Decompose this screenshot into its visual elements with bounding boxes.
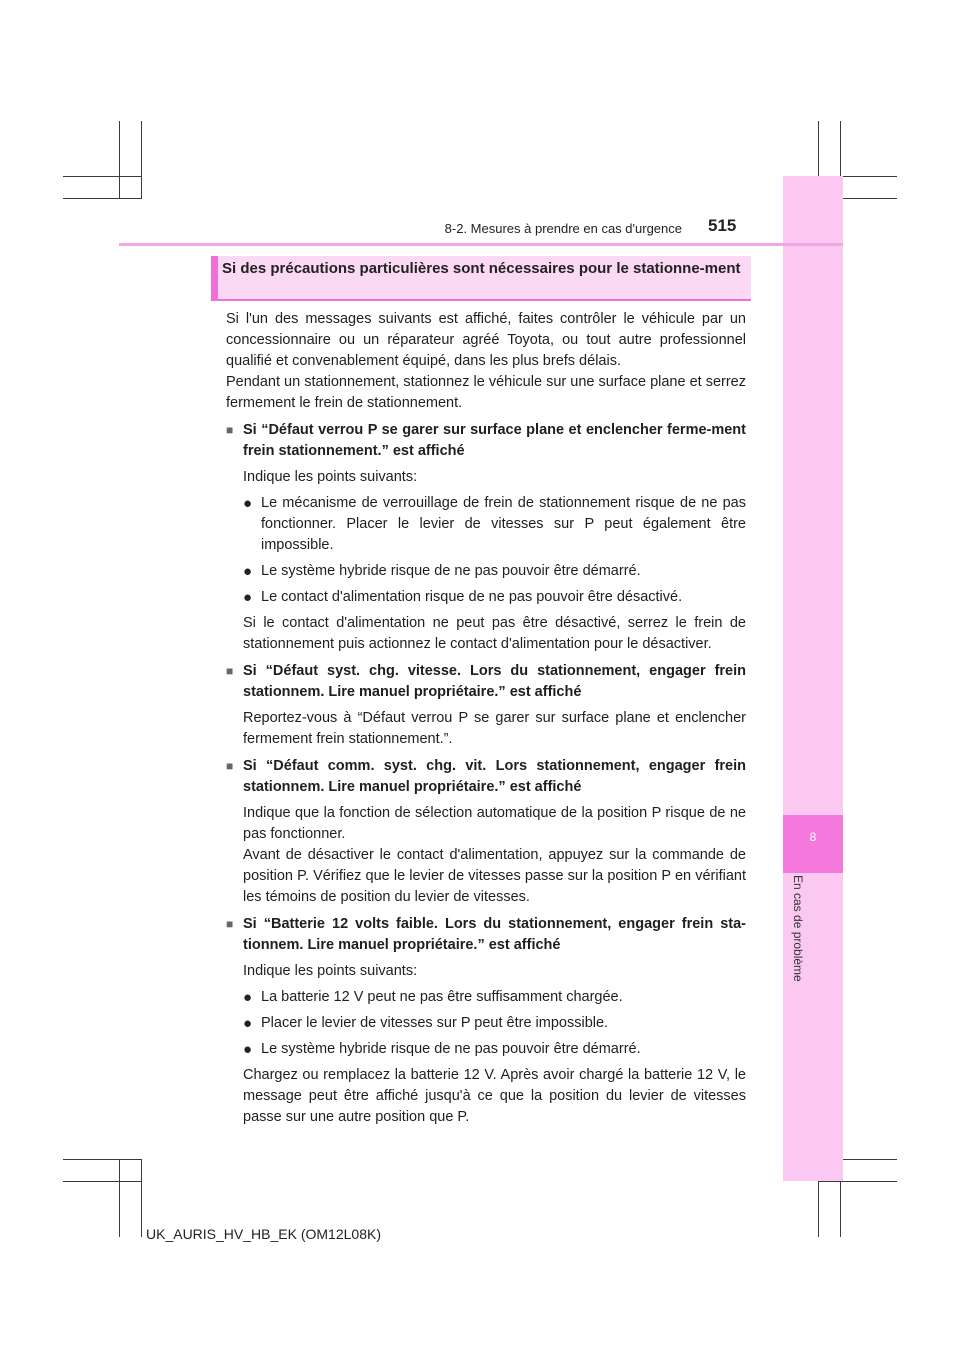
- circle-bullet-icon: ●: [243, 563, 253, 580]
- square-bullet-icon: ■: [226, 423, 234, 437]
- crop-mark: [119, 1160, 120, 1237]
- message-details: [243, 708, 746, 750]
- circle-bullet-icon: ●: [243, 989, 253, 1006]
- message-item: [226, 914, 746, 956]
- list-item-text: Le système hybride risque de ne pas pouvoir être démarré.: [261, 563, 641, 579]
- message-details: [243, 961, 746, 1128]
- details-lead: Indique les points suivants:: [243, 469, 418, 485]
- page-number: 515: [708, 216, 737, 235]
- list-item-text: La batterie 12 V peut ne pas être suffisamment chargée.: [261, 989, 623, 1005]
- crop-mark: [63, 1159, 142, 1160]
- message-details: [243, 467, 746, 655]
- list-item-text: Le mécanisme de verrouillage de frein de stationnement risque de ne pas fonctionner. Placer le levier de vitesses sur P peut également être impossible.: [261, 495, 746, 553]
- header-section-title: 8-2. Mesures à prendre en cas d'urgence: [444, 221, 682, 236]
- details-text: Reportez-vous à “Défaut verrou P se garer sur surface plane et enclencher fermement frein stationnement.”.: [243, 710, 746, 747]
- square-bullet-icon: ■: [226, 917, 234, 931]
- circle-bullet-icon: ●: [243, 1041, 253, 1058]
- message-title: Si “Batterie 12 volts faible. Lors du stationnement, engager frein sta-tionnem. Lire manuel propriétaire.” est affiché: [243, 916, 746, 953]
- list-item: [243, 587, 746, 608]
- message-details: [243, 803, 746, 908]
- message-item: [226, 420, 746, 462]
- list-item: [243, 987, 746, 1008]
- footer-model-code: UK_AURIS_HV_HB_EK (OM12L08K): [146, 1226, 381, 1242]
- details-note: Si le contact d'alimentation ne peut pas être désactivé, serrez le frein de stationnement puis actionnez le contact d'alimentation pour le désactiver.: [243, 615, 746, 652]
- intro-paragraph: Si l'un des messages suivants est affiché, faites contrôler le véhicule par un concessionnaire ou un réparateur agréé Toyota, ou tout autre professionnel qualifié et convenablement équipé, dans les plus brefs délais. Pendant un stationnement, stationnez le véhicule sur une surface plane et serrez fermement le frein de stationnement.: [226, 311, 746, 411]
- chapter-label: En cas de problème: [791, 875, 805, 982]
- list-item-text: Placer le levier de vitesses sur P peut être impossible.: [261, 1015, 609, 1031]
- crop-mark: [63, 1181, 142, 1182]
- page-content: [226, 309, 746, 1128]
- crop-mark: [818, 1181, 897, 1182]
- details-lead: Indique les points suivants:: [243, 963, 418, 979]
- crop-mark: [141, 1160, 142, 1237]
- crop-mark: [119, 121, 120, 198]
- list-item: [243, 1039, 746, 1060]
- message-title: Si “Défaut verrou P se garer sur surface plane et enclencher ferme-ment frein stationnement.” est affiché: [243, 422, 746, 459]
- header-rule: [119, 243, 843, 246]
- circle-bullet-icon: ●: [243, 495, 253, 512]
- details-note: Chargez ou remplacez la batterie 12 V. Après avoir chargé la batterie 12 V, le message peut être affiché jusqu'à ce que la position du levier de vitesses passe sur une autre position que P.: [243, 1067, 746, 1125]
- list-item-text: Le contact d'alimentation risque de ne pas pouvoir être désactivé.: [261, 589, 683, 605]
- list-item: [243, 1013, 746, 1034]
- chapter-number: 8: [809, 830, 817, 844]
- message-item: [226, 661, 746, 703]
- chapter-tab: [783, 815, 843, 873]
- message-item: [226, 756, 746, 798]
- message-title: Si “Défaut comm. syst. chg. vit. Lors stationnement, engager frein stationnem. Lire manuel propriétaire.” est affiché: [243, 758, 746, 795]
- square-bullet-icon: ■: [226, 759, 234, 773]
- side-tab-strip: [783, 176, 843, 1181]
- section-heading: Si des précautions particulières sont nécessaires pour le stationne-ment: [222, 260, 741, 277]
- square-bullet-icon: ■: [226, 664, 234, 678]
- message-title: Si “Défaut syst. chg. vitesse. Lors du stationnement, engager frein stationnem. Lire manuel propriétaire.” est affiché: [243, 663, 746, 700]
- circle-bullet-icon: ●: [243, 1015, 253, 1032]
- crop-mark: [63, 198, 142, 199]
- list-item: [243, 493, 746, 556]
- list-item-text: Le système hybride risque de ne pas pouvoir être démarré.: [261, 1041, 641, 1057]
- crop-mark: [141, 121, 142, 198]
- circle-bullet-icon: ●: [243, 589, 253, 606]
- details-text: Indique que la fonction de sélection automatique de la position P risque de ne pas fonctionner. Avant de désactiver le contact d'alimentation, appuyez sur la commande de position P. Vérifiez que le levier de vitesses passe sur la position P en vérifiant les témoins de position du levier de vitesses.: [243, 805, 746, 905]
- list-item: [243, 561, 746, 582]
- crop-mark: [63, 176, 142, 177]
